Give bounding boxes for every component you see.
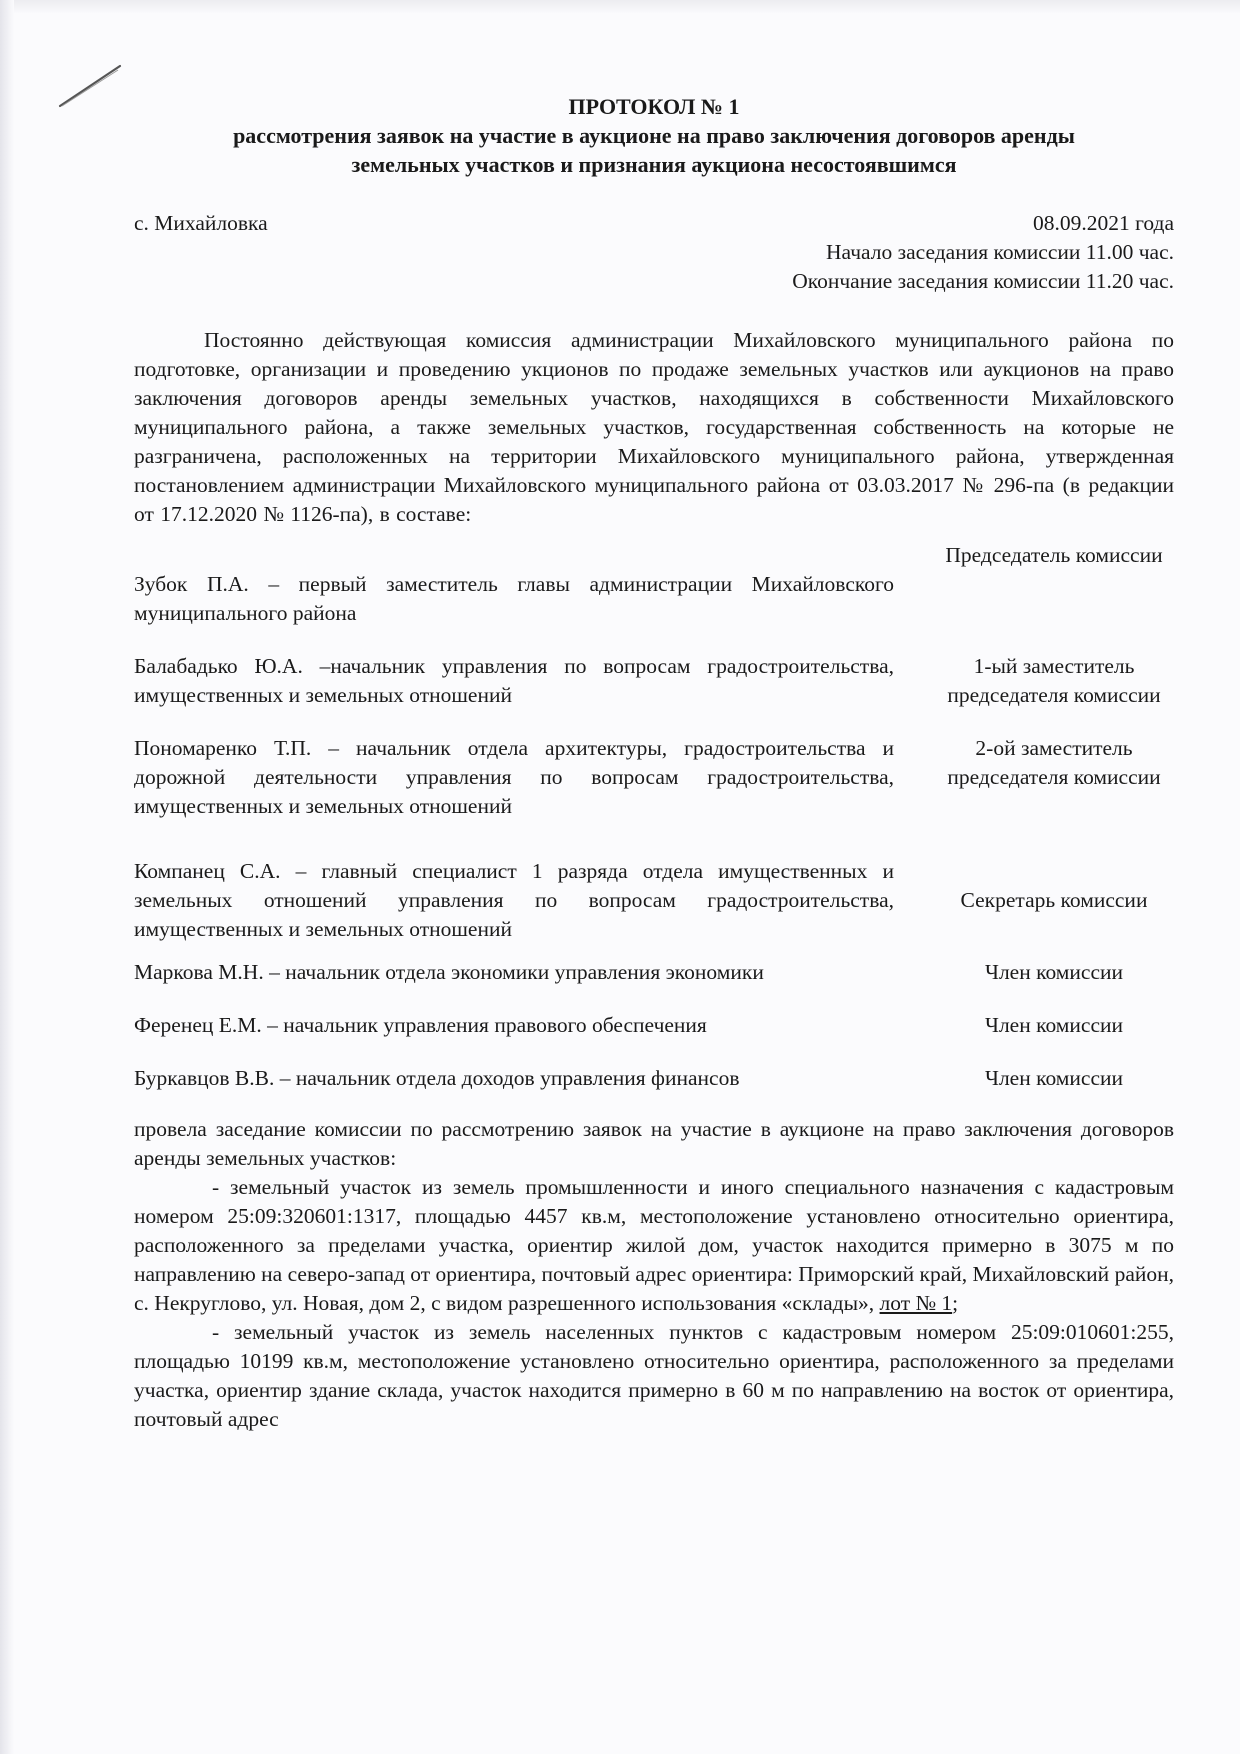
title-line-3: земельных участков и признания аукциона несостоявшимся	[351, 152, 957, 177]
member-name: Буркавцов В.В. – начальник отдела доходов управления финансов	[134, 1066, 740, 1090]
pen-stroke-mark	[58, 64, 122, 108]
member-row	[134, 541, 1174, 628]
member-row	[134, 1011, 1174, 1040]
document-title	[134, 92, 1174, 179]
member-role: 2-ой заместитель председателя комиссии	[947, 736, 1161, 789]
lot-1-label: лот № 1	[879, 1291, 953, 1315]
member-role: 1-ый заместитель председателя комиссии	[947, 654, 1161, 707]
member-role: Член комиссии	[984, 960, 1124, 984]
member-row	[134, 958, 1174, 987]
lot-1-end: ;	[952, 1291, 959, 1315]
session-paragraph: провела заседание комиссии по рассмотрению заявок на участие в аукционе на право заключения договоров аренды земельных участков:	[134, 1117, 1174, 1170]
place: с. Михайловка	[134, 211, 268, 235]
member-row	[134, 652, 1174, 710]
member-name: Маркова М.Н. – начальник отдела экономики управления экономики	[134, 960, 764, 984]
end-time: Окончание заседания комиссии 11.20 час.	[792, 269, 1174, 293]
member-role: Секретарь комиссии	[960, 888, 1148, 912]
date: 08.09.2021 года	[1032, 211, 1174, 235]
member-name: Балабадько Ю.А. –начальник управления по вопросам градостроительства, имущественных и земельных отношений	[134, 654, 894, 707]
title-line-2: рассмотрения заявок на участие в аукционе на право заключения договоров аренды	[233, 123, 1075, 148]
member-role: Член комиссии	[984, 1066, 1124, 1090]
member-name: Компанец С.А. – главный специалист 1 разряда отдела имущественных и земельных отношений управления по вопросам градостроительства, имущественных и земельных отношений	[134, 859, 894, 941]
lot-1-paragraph	[134, 1173, 1174, 1318]
intro-paragraph: Постоянно действующая комиссия администрации Михайловского муниципального района по подготовке, организации и проведению укционов по продаже земельных участков или аукционов на право заключения договоров аренды земельных участков, находящихся в собственности Михайловского муниципального района, а также земельных участков, государственная собственность на которые не разграничена, расположенных на территории Михайловского муниципального района, утвержденная постановлением администрации Михайловского муниципального района от 03.03.2017 № 296-па (в редакции от 17.12.2020 № 1126-па), в составе:	[134, 328, 1174, 526]
document-body	[134, 92, 1174, 1434]
scan-edge	[0, 0, 14, 1754]
place-date-row	[134, 209, 1174, 238]
member-role: Председатель комиссии	[945, 543, 1163, 567]
lot-1-text: - земельный участок из земель промышленности и иного специального назначения с кадастровым номером 25:09:320601:1317, площадью 4457 кв.м, местоположение установлено относительно ориентира, расположенного за пределами участка, ориентир жилой дом, участок находится примерно в 3075 м по направлению на северо-запад от ориентира, почтовый адрес ориентира: Приморский край, Михайловский район, с. Некруглово, ул. Новая, дом 2, с видом разрешенного использования «склады»,	[134, 1175, 1174, 1315]
scan-edge	[0, 0, 1240, 14]
member-name: Ференец Е.М. – начальник управления правового обеспечения	[134, 1013, 707, 1037]
title-line-1: ПРОТОКОЛ № 1	[568, 94, 740, 119]
member-name: Зубок П.А. – первый заместитель главы администрации Михайловского муниципального района	[134, 572, 894, 625]
lot-2-paragraph: - земельный участок из земель населенных пунктов с кадастровым номером 25:09:010601:255, площадью 10199 кв.м, местоположение установлено относительно ориентира, расположенного за пределами участка, ориентир здание склада, участок находится примерно в 60 м по направлению на восток от ориентира, почтовый адрес	[134, 1320, 1174, 1431]
member-row	[134, 734, 1174, 821]
start-time: Начало заседания комиссии 11.00 час.	[826, 240, 1174, 264]
member-row	[134, 857, 1174, 944]
member-row	[134, 1064, 1174, 1093]
member-name: Пономаренко Т.П. – начальник отдела архитектуры, градостроительства и дорожной деятельности управления по вопросам градостроительства, имущественных и земельных отношений	[134, 736, 894, 818]
member-role: Член комиссии	[984, 1013, 1124, 1037]
